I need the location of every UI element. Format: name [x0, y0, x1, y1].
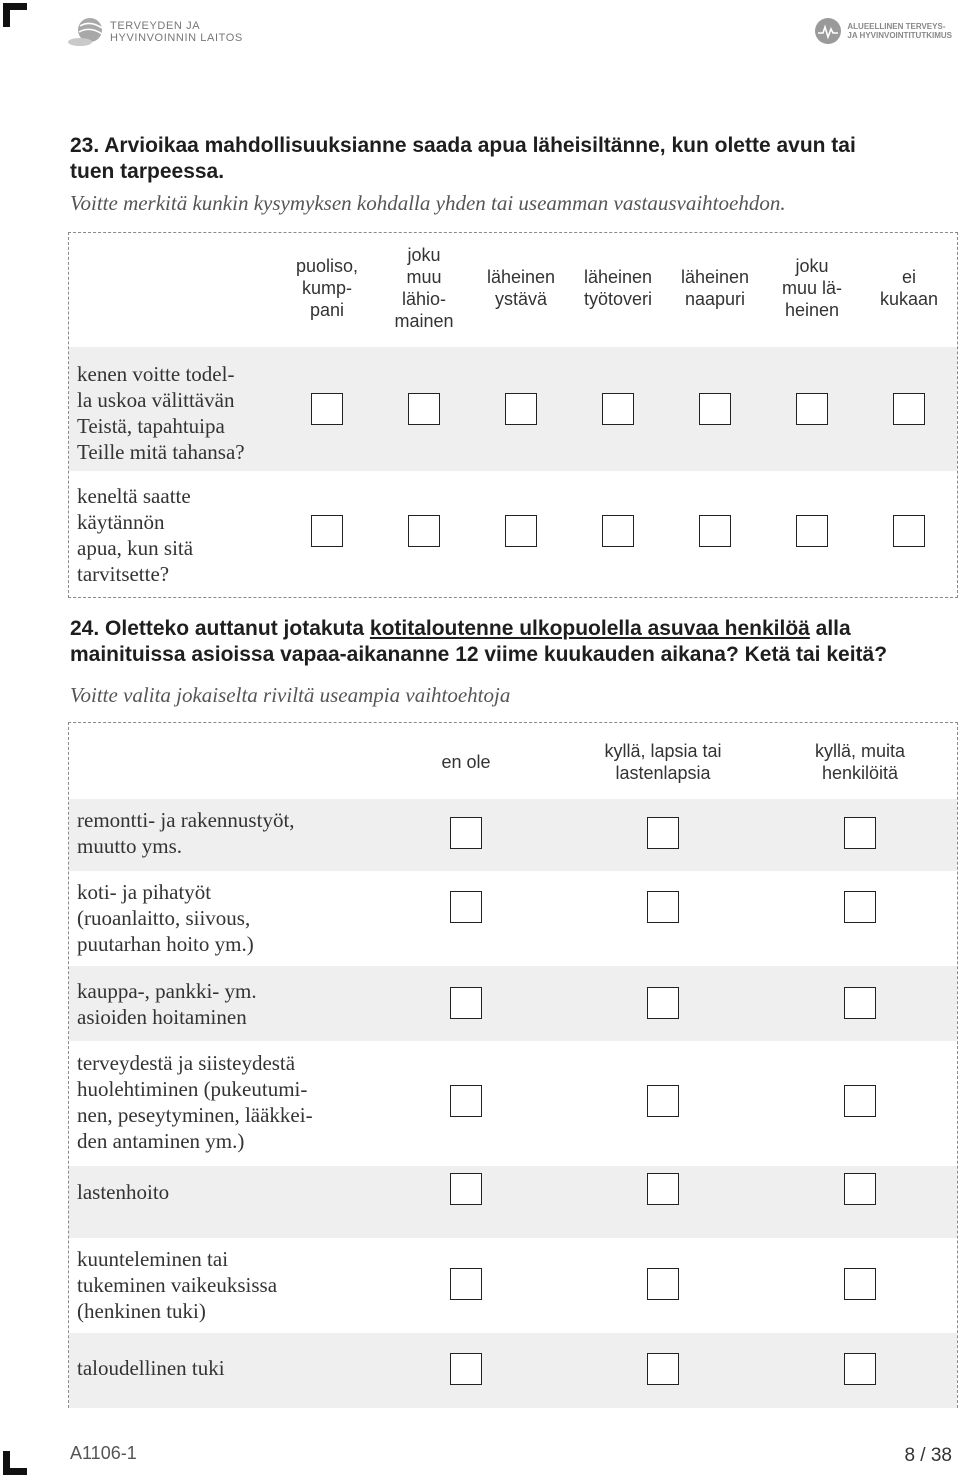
q23-column-header: ei kukaan [879, 267, 939, 309]
q23-column-header: läheinen ystävä [486, 267, 556, 309]
q23-column-header: joku muu lä- heinen [781, 256, 843, 320]
answer-checkbox[interactable] [796, 393, 828, 425]
q24-title-line2: mainituissa asioissa vapaa-aikananne 12 viime kuukauden aikana? Ketä tai keitä? [70, 643, 888, 666]
answer-checkbox[interactable] [450, 987, 482, 1019]
q23-table [68, 232, 958, 598]
answer-checkbox[interactable] [844, 1268, 876, 1300]
crop-mark-bottom-left [3, 1451, 27, 1475]
answer-checkbox[interactable] [844, 891, 876, 923]
ath-logo-line2: JA HYVINVOINTITUTKIMUS [847, 31, 952, 40]
answer-checkbox[interactable] [647, 1353, 679, 1385]
answer-checkbox[interactable] [647, 817, 679, 849]
answer-checkbox[interactable] [505, 515, 537, 547]
thl-globe-icon [68, 16, 104, 48]
q23-instruction: Voitte merkitä kunkin kysymyksen kohdalla yhden tai useamman vastausvaihtoehdon. [70, 191, 786, 215]
q24-row-label: taloudellinen tuki [77, 1356, 225, 1380]
q24-table [68, 722, 958, 1408]
thl-logo-line2: HYVINVOINNIN LAITOS [110, 32, 243, 44]
q23-title [70, 133, 940, 185]
answer-checkbox[interactable] [647, 1173, 679, 1205]
q23-column-header: puoliso, kump- pani [295, 256, 359, 320]
answer-checkbox[interactable] [505, 393, 537, 425]
q24-row-label: kauppa-, pankki- ym. asioiden hoitaminen [77, 979, 257, 1029]
answer-checkbox[interactable] [893, 515, 925, 547]
answer-checkbox[interactable] [602, 515, 634, 547]
answer-checkbox[interactable] [450, 817, 482, 849]
q23-title-line2: tuen tarpeessa. [70, 160, 225, 183]
ath-logo-line1: ALUEELLINEN TERVEYS- [847, 22, 946, 31]
q24-row-label: remontti- ja rakennustyöt, muutto yms. [77, 808, 295, 858]
q24-row-label: koti- ja pihatyöt (ruoanlaitto, siivous, puutarhan hoito ym.) [77, 880, 254, 956]
answer-checkbox[interactable] [450, 1268, 482, 1300]
ath-logo [815, 18, 952, 44]
q24-instruction: Voitte valita jokaiselta riviltä useampia vaihtoehtoja [70, 683, 511, 707]
answer-checkbox[interactable] [311, 515, 343, 547]
q24-title-start: 24. Oletteko auttanut jotakuta [70, 617, 370, 640]
answer-checkbox[interactable] [844, 1173, 876, 1205]
answer-checkbox[interactable] [844, 987, 876, 1019]
q24-title-underlined: kotitaloutenne ulkopuolella asuvaa henkilöä [369, 617, 810, 640]
answer-checkbox[interactable] [647, 1085, 679, 1117]
answer-checkbox[interactable] [844, 1085, 876, 1117]
q24-row-band [69, 1166, 957, 1238]
ath-globe-icon [815, 18, 841, 44]
q23-row-label: keneltä saatte käytännön apua, kun sitä tarvitsette? [77, 484, 194, 586]
answer-checkbox[interactable] [450, 891, 482, 923]
q24-column-header: kyllä, lapsia tai lastenlapsia [604, 741, 722, 783]
answer-checkbox[interactable] [699, 515, 731, 547]
answer-checkbox[interactable] [647, 987, 679, 1019]
q24-title [70, 616, 940, 668]
form-code: A1106-1 [70, 1443, 137, 1463]
answer-checkbox[interactable] [408, 515, 440, 547]
answer-checkbox[interactable] [796, 515, 828, 547]
answer-checkbox[interactable] [647, 891, 679, 923]
answer-checkbox[interactable] [408, 393, 440, 425]
q23-column-header: joku muu lähio- mainen [394, 245, 454, 331]
q24-title-line1 [70, 616, 940, 642]
answer-checkbox[interactable] [893, 393, 925, 425]
answer-checkbox[interactable] [844, 1353, 876, 1385]
answer-checkbox[interactable] [450, 1085, 482, 1117]
q23-column-header: läheinen naapuri [680, 267, 750, 309]
q24-title-end: alla [809, 617, 851, 640]
q24-row-label: kuunteleminen tai tukeminen vaikeuksissa (henkinen tuki) [77, 1247, 278, 1323]
answer-checkbox[interactable] [450, 1173, 482, 1205]
q23-title-line1: 23. Arvioikaa mahdollisuuksianne saada apua läheisiltänne, kun olette avun tai [70, 134, 856, 157]
q24-column-header: kyllä, muita henkilöitä [814, 741, 906, 783]
q24-row-label: lastenhoito [77, 1180, 170, 1204]
thl-logo [68, 16, 243, 48]
thl-logo-line1: TERVEYDEN JA [110, 20, 201, 32]
crop-mark-top-left [3, 3, 27, 27]
answer-checkbox[interactable] [844, 817, 876, 849]
answer-checkbox[interactable] [602, 393, 634, 425]
page-number: 8 / 38 [904, 1445, 952, 1466]
answer-checkbox[interactable] [647, 1268, 679, 1300]
q23-column-header: läheinen työtoveri [583, 267, 653, 309]
q23-row-label: kenen voitte todel- la uskoa välittävän Teistä, tapahtuipa Teille mitä tahansa? [77, 362, 245, 464]
answer-checkbox[interactable] [311, 393, 343, 425]
q24-column-header: en ole [441, 752, 491, 772]
q24-row-label: terveydestä ja siisteydestä huolehtiminen (pukeutumi- nen, peseytyminen, lääkkei- den antaminen ym.) [77, 1051, 313, 1153]
answer-checkbox[interactable] [450, 1353, 482, 1385]
answer-checkbox[interactable] [699, 393, 731, 425]
